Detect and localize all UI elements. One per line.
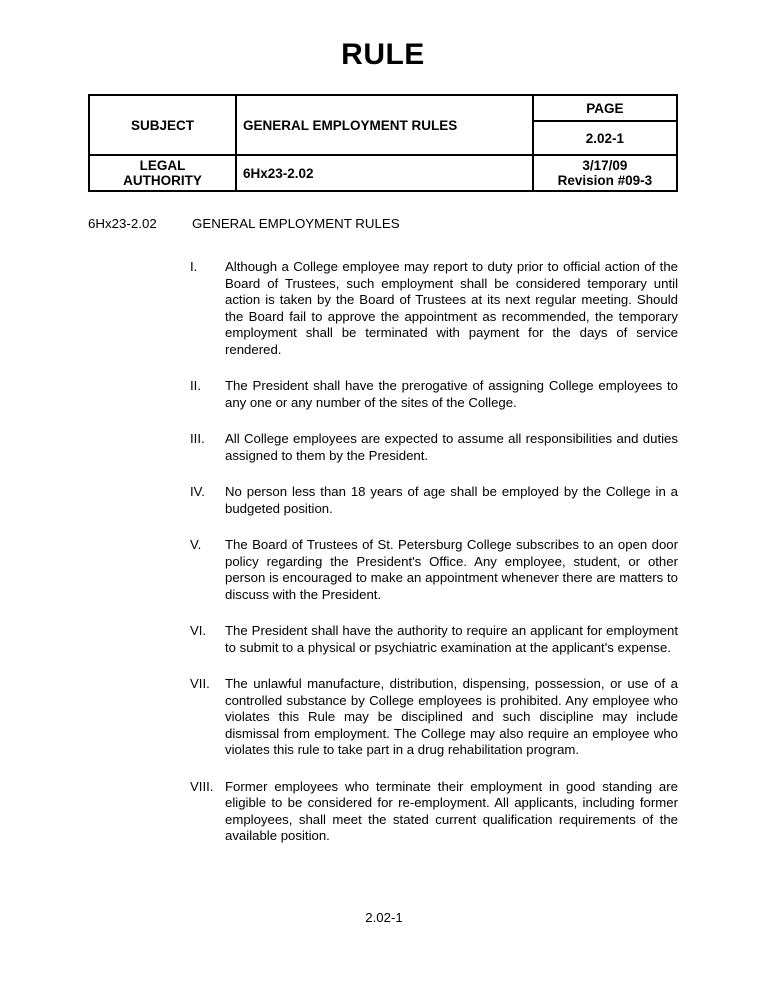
- item-indent: [88, 779, 190, 845]
- rule-item-6: [88, 623, 678, 656]
- item-text: The President shall have the authority to require an applicant for employment to submit to a physical or psychiatric examination at the applicant's expense.: [225, 623, 678, 655]
- item-text: The Board of Trustees of St. Petersburg College subscribes to an open door policy regarding the President's Office. Any employee, student, or other person is encouraged to make an appointment whenever there are matters to discuss with the President.: [225, 537, 678, 602]
- item-numeral: VI.: [190, 623, 207, 638]
- revision-text: Revision #09-3: [557, 173, 653, 188]
- rule-item-2: [88, 378, 678, 411]
- legal-authority-label-cell: [89, 155, 236, 191]
- item-indent: [88, 676, 190, 759]
- rule-item-7: [88, 676, 678, 759]
- item-indent: [88, 431, 190, 464]
- date-revision-cell: [533, 155, 677, 191]
- rule-item-5: [88, 537, 678, 603]
- item-numeral: I.: [190, 259, 198, 274]
- header-table: [88, 94, 678, 192]
- item-text: Former employees who terminate their employment in good standing are eligible to be considered for re-employment. All applicants, including former employees, shall meet the stated current qualification requirements of the available position.: [225, 778, 678, 843]
- item-text: All College employees are expected to assume all responsibilities and duties assigned to them by the President.: [225, 431, 678, 463]
- item-indent: [88, 484, 190, 517]
- rule-number: 6Hx23-2.02: [88, 216, 157, 231]
- rule-item-8: [88, 779, 678, 845]
- rule-title: GENERAL EMPLOYMENT RULES: [192, 216, 400, 231]
- item-numeral: II.: [190, 378, 201, 393]
- item-text: No person less than 18 years of age shall be employed by the College in a budgeted position.: [225, 484, 678, 516]
- item-numeral: III.: [190, 431, 205, 446]
- legal-label-line1: LEGAL: [139, 158, 186, 173]
- rule-item-1: [88, 259, 678, 358]
- item-text: Although a College employee may report to duty prior to official action of the Board of Trustees, such employment shall be considered temporary until action is taken by the Board of Trustees at its next regular meeting. Should the Board fail to approve the appointment as recommended, the temporary employment shall be terminated with payment for the days of service rendered.: [225, 259, 678, 357]
- item-numeral: VII.: [190, 676, 210, 691]
- item-numeral: V.: [190, 537, 202, 552]
- page-value-cell: 2.02-1: [533, 121, 677, 155]
- item-numeral: VIII.: [190, 778, 214, 794]
- item-indent: [88, 623, 190, 656]
- item-indent: [88, 259, 190, 358]
- subject-label-cell: SUBJECT: [89, 95, 236, 155]
- date-text: 3/17/09: [582, 158, 628, 173]
- item-indent: [88, 378, 190, 411]
- item-text: The President shall have the prerogative of assigning College employees to any one or any number of the sites of the College.: [225, 378, 678, 410]
- item-numeral: IV.: [190, 484, 205, 499]
- legal-authority-value-cell: 6Hx23-2.02: [236, 155, 533, 191]
- legal-label-line2: AUTHORITY: [123, 173, 202, 188]
- page-label-cell: PAGE: [533, 95, 677, 121]
- rule-item-4: [88, 484, 678, 517]
- item-text: The unlawful manufacture, distribution, dispensing, possession, or use of a controlled substance by College employees is prohibited. Any employee who violates this Rule may be disciplined and such discipline may include dismissal from employment. The College may also require an employee who violates this rule to take part in a drug rehabilitation program.: [225, 676, 678, 757]
- page-number: 2.02-1: [365, 910, 403, 925]
- document-title: RULE: [341, 38, 425, 71]
- item-indent: [88, 537, 190, 603]
- rule-items: [88, 259, 678, 845]
- rule-item-3: [88, 431, 678, 464]
- subject-value-cell: GENERAL EMPLOYMENT RULES: [236, 95, 533, 155]
- rule-heading: [88, 216, 678, 231]
